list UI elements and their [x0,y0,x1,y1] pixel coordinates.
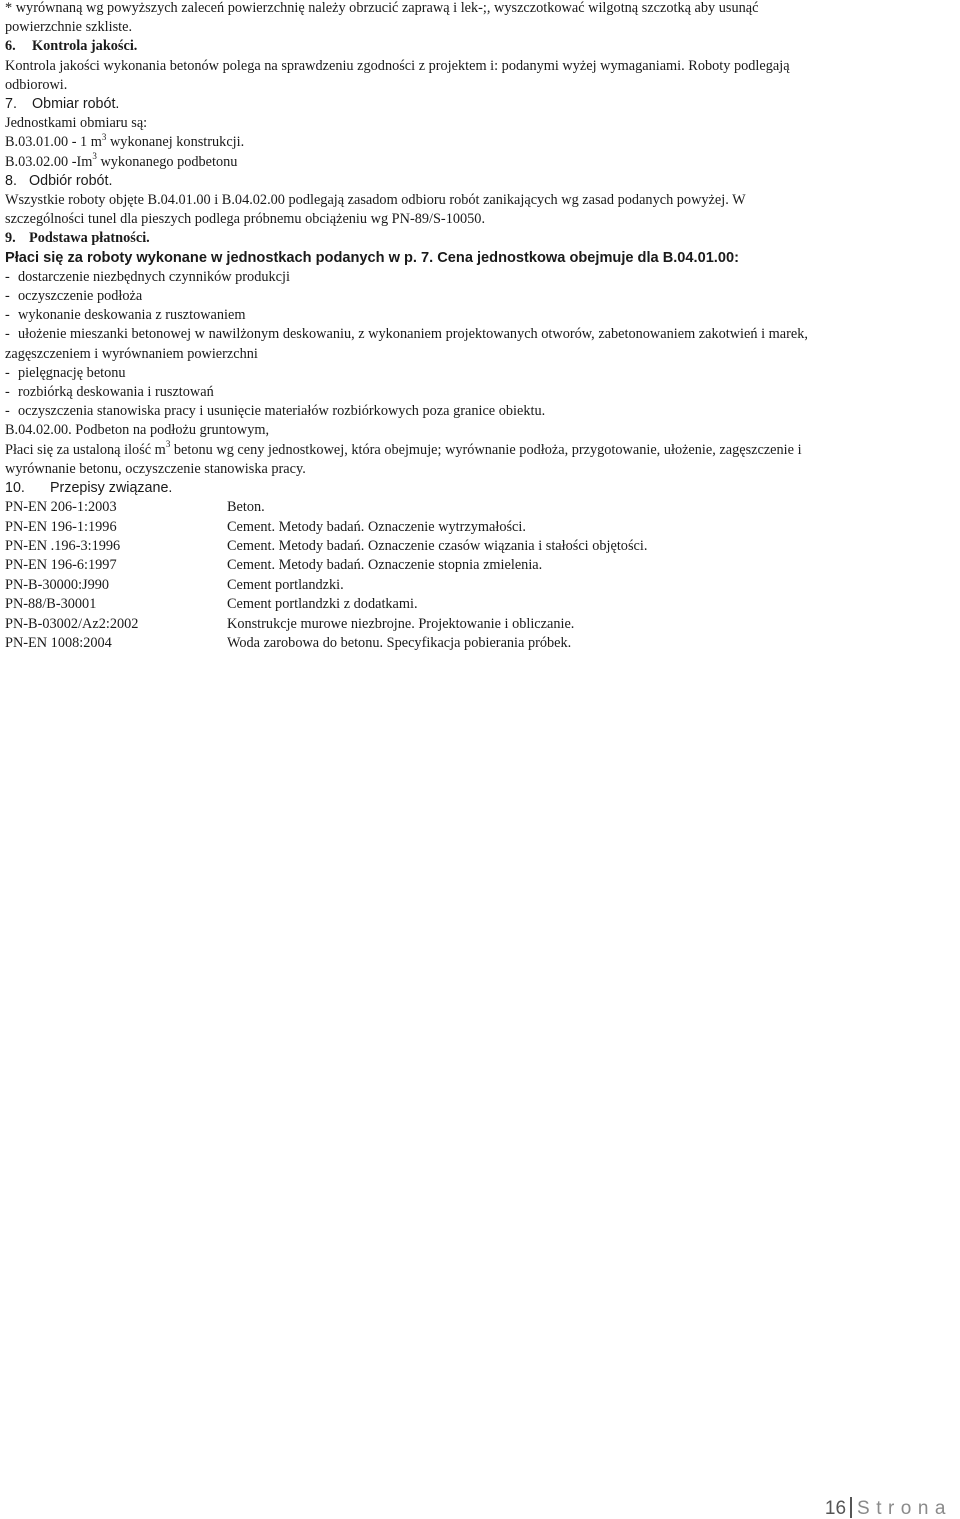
item-1-text-end: wykonanej konstrukcji. [106,134,245,151]
table-row [5,615,955,634]
document-page [5,0,955,653]
norm-code: PN-EN 206-1:2003 [5,499,117,516]
norm-code: PN-B-03002/Az2:2002 [5,615,139,632]
item-1-superscript: 3 [101,131,107,142]
norm-code: PN-EN 1008:2004 [5,635,112,652]
intro-line-1: * wyrównaną wg powyższych zaleceń powierzchnię należy obrzucić zaprawą i lek-;, wyszczotkować wilgotną szczotką aby usunąć [5,0,759,16]
table-row [5,518,955,537]
list-bullet: - [5,268,10,285]
item-1-text: B.03.01.00 - 1 m [5,134,102,151]
list-item-text: rozbiórką deskowania i rusztowań [18,384,214,401]
norm-title: Cement. Metody badań. Oznaczenie stopnia zmielenia. [227,557,543,574]
payment-superscript: 3 [165,438,171,449]
list-item-text: oczyszczenia stanowiska pracy i usunięcie materiałów rozbiórkowych poza granice obiektu. [18,403,546,420]
list-item-text: oczyszczenie podłoża [18,288,143,305]
list-bullet: - [5,364,10,381]
intro-line-2: powierzchnie szkliste. [5,19,133,36]
list-item [5,268,955,287]
section-6-heading [5,37,955,56]
subbase-payment-line-1 [5,438,955,460]
payment-text-end: betonu wg ceny jednostkowej, która obejmuje; wyrównanie podłoża, przygotowanie, ułożenie, zagęszczenie i [170,441,802,458]
section-7-heading [5,95,955,114]
item-2-text: B.03.02.00 -Im [5,153,93,170]
section-7-item-2 [5,150,955,172]
norm-code: PN-EN 196-6:1997 [5,557,117,574]
section-9-title: Podstawa płatności. [29,230,150,247]
table-row [5,537,955,556]
payment-text: Płaci się za ustaloną ilość m [5,441,166,458]
norm-code: PN-EN .196-3:1996 [5,538,121,555]
section-10-title: Przepisy związane. [50,480,173,497]
norm-title: Cement. Metody badań. Oznaczenie czasów wiązania i stałości objętości. [227,538,648,555]
section-8-number: 8. [5,172,17,189]
table-row [5,498,955,517]
table-row [5,576,955,595]
list-bullet: - [5,288,10,305]
section-6-title: Kontrola jakości. [32,38,138,55]
list-item [5,287,955,306]
section-7-number: 7. [5,96,17,113]
table-row [5,634,955,653]
table-row [5,595,955,614]
norm-code: PN-EN 196-1:1996 [5,518,117,535]
norm-title: Woda zarobowa do betonu. Specyfikacja pobierania próbek. [227,635,572,652]
norm-code: PN-88/B-30001 [5,596,97,613]
page-number: 16 [824,1498,847,1519]
section-6-para-line-2: odbiorowi. [5,76,68,93]
norm-title: Cement. Metody badań. Oznaczenie wytrzymałości. [227,518,526,535]
section-6-number: 6. [5,38,16,55]
footer-divider [850,1497,852,1518]
section-9-payment-basis: Płaci się za roboty wykonane w jednostkach podanych w p. 7. Cena jednostkowa obejmuje dla B.04.01.00: [5,249,739,266]
section-8-title: Odbiór robót. [29,172,113,189]
subbase-concrete-line: B.04.02.00. Podbeton na podłożu gruntowym, [5,422,270,439]
table-row [5,556,955,575]
section-8-para-line-2: szczególności tunel dla pieszych podlega próbnemu obciążeniu wg PN-89/S-10050. [5,211,486,228]
subbase-payment-line-2: wyrównanie betonu, oczyszczenie stanowiska pracy. [5,460,306,477]
section-9-heading [5,229,955,248]
section-7-title: Obmiar robót. [32,96,120,113]
list-bullet: - [5,307,10,324]
list-item-text: dostarczenie niezbędnych czynników produkcji [18,268,290,285]
section-6-para-line-1: Kontrola jakości wykonania betonów polega na sprawdzeniu zgodności z projektem i: podanymi wyżej wymaganiami. Roboty podlegają [5,57,790,74]
list-item [5,306,955,325]
norm-title: Cement portlandzki. [227,576,344,593]
footer-strona-label: Strona [857,1498,952,1519]
list-item-text: wykonanie deskowania z rusztowaniem [18,307,246,324]
list-item [5,383,955,402]
norm-code: PN-B-30000:J990 [5,576,110,593]
norm-title: Cement portlandzki z dodatkami. [227,596,418,613]
section-7-item-1 [5,133,955,152]
section-10-heading [5,479,955,498]
section-10-number: 10. [5,480,25,497]
page-footer [825,1497,952,1519]
section-8-para-line-1: Wszystkie roboty objęte B.04.01.00 i B.04.02.00 podlegają zasadom odbioru robót zanikających wg zasad podanych powyżej. W [5,192,746,209]
list-item-text: ułożenie mieszanki betonowej w nawilżonym deskowaniu, z wykonaniem projektowanych otworów, zabetonowaniem zakotwień i marek, [18,326,808,343]
item-2-superscript: 3 [92,150,97,161]
norm-title: Konstrukcje murowe niezbrojne. Projektowanie i obliczanie. [227,615,575,632]
list-item [5,364,955,383]
section-8-heading [5,172,955,191]
norms-table [5,498,955,653]
list-bullet: - [5,326,10,343]
cost-items-list [5,268,955,422]
list-item [5,402,955,421]
list-item-continuation: zagęszczeniem i wyrównaniem powierzchni [5,345,258,362]
item-2-text-end: wykonanego podbetonu [96,153,238,170]
list-bullet: - [5,384,10,401]
list-item [5,325,955,344]
list-item-text: pielęgnację betonu [18,364,126,381]
section-7-units-intro: Jednostkami obmiaru są: [5,115,148,132]
section-9-number: 9. [5,230,16,247]
norm-title: Beton. [227,499,265,516]
list-bullet: - [5,403,10,420]
